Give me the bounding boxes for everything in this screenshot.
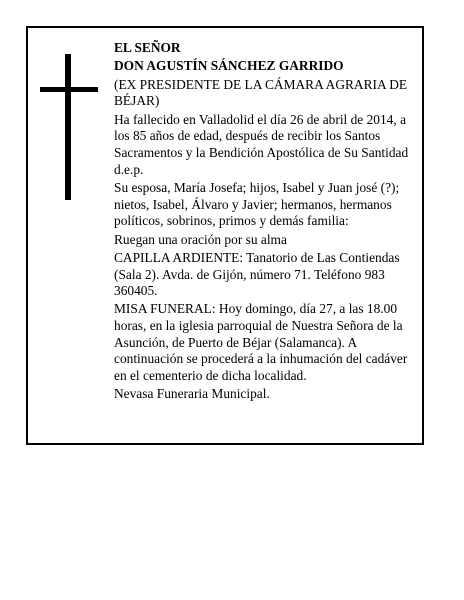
notice-paragraph-family: Su esposa, María Josefa; hijos, Isabel y Juan josé (?); nietos, Isabel, Álvaro y Javier; hermanos, hermanos políticos, sobrinos, primos y demás familia:: [114, 179, 400, 229]
notice-text: [114, 40, 418, 405]
notice-heading-title: EL SEÑOR: [114, 40, 181, 55]
notice-paragraph-mass: MISA FUNERAL: Hoy domingo, día 27, a las 18.00 horas, en la iglesia parroquial de Nuestra Señora de la Asunción, de Puerto de Béjar (Salamanca). A continuación se procederá a la inhumación del cadáver en el cementerio de dicha localidad.: [114, 301, 408, 383]
obituary-notice: [26, 26, 424, 445]
notice-paragraph-death: Ha fallecido en Valladolid el día 26 de abril de 2014, a los 85 años de edad, después de recibir los Santos Sacramentos y la Bendición Apostólica de Su Santidad d.e.p.: [114, 111, 409, 177]
notice-paragraph-prayer: Ruegan una oración por su alma: [114, 231, 287, 247]
notice-heading-name: DON AGUSTÍN SÁNCHEZ GARRIDO: [114, 58, 344, 74]
notice-paragraph-chapel: CAPILLA ARDIENTE: Tanatorio de Las Contiendas (Sala 2). Avda. de Gijón, número 71. Teléfono 983 360405.: [114, 249, 400, 299]
cross-horizontal-bar: [40, 87, 98, 92]
cross-vertical-bar: [65, 54, 71, 200]
notice-paragraph-funeral-home: Nevasa Funeraria Municipal.: [114, 386, 270, 402]
cross-icon: [40, 54, 98, 200]
notice-subtitle: (EX PRESIDENTE DE LA CÁMARA AGRARIA DE BÉJAR): [114, 76, 408, 109]
